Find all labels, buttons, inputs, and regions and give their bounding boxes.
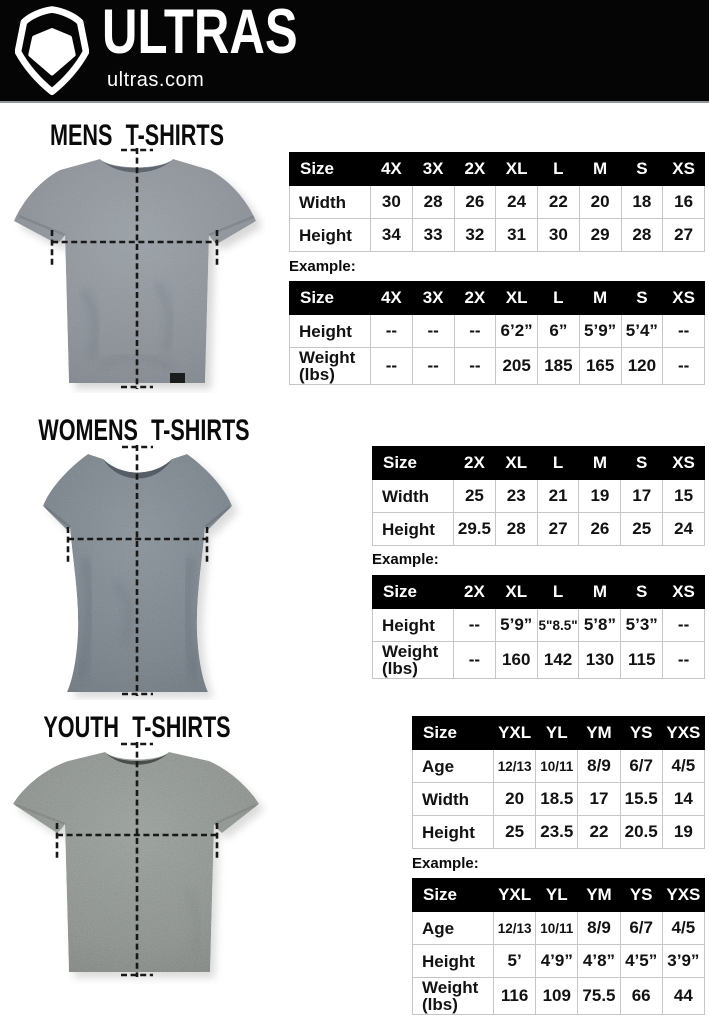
- table-cell: 4/5: [662, 750, 704, 783]
- size-column-header: S: [621, 447, 663, 480]
- table-cell: 5’3”: [621, 609, 663, 642]
- table-cell: 44: [662, 978, 704, 1015]
- table-row: [290, 315, 705, 348]
- table-cell: 10/11: [536, 750, 578, 783]
- row-label: Width: [413, 783, 494, 816]
- table-row: [373, 513, 705, 546]
- table-cell: 28: [495, 513, 537, 546]
- table-cell: 29.5: [454, 513, 496, 546]
- size-header-row: [413, 717, 705, 750]
- mens-example-label: Example:: [289, 258, 356, 275]
- table-cell: 25: [494, 816, 536, 849]
- size-column-header: YXS: [662, 717, 704, 750]
- table-cell: 28: [621, 219, 663, 252]
- row-label: Height: [413, 945, 494, 978]
- table-cell: 19: [579, 480, 621, 513]
- table-cell: 4/5: [662, 912, 704, 945]
- table-cell: 4’9”: [536, 945, 578, 978]
- size-column-header: YM: [578, 717, 620, 750]
- table-cell: 130: [579, 642, 621, 679]
- section-title-mens: MENS T-SHIRTS: [49, 119, 225, 152]
- table-cell: 6/7: [620, 750, 662, 783]
- table-cell: 6’2”: [496, 315, 538, 348]
- size-column-header: XL: [496, 282, 538, 315]
- size-column-header: 2X: [454, 282, 496, 315]
- table-cell: 4’8”: [578, 945, 620, 978]
- size-column-header: 2X: [454, 153, 496, 186]
- table-cell: 17: [578, 783, 620, 816]
- table-cell: 5’9”: [495, 609, 537, 642]
- table-cell: 22: [578, 816, 620, 849]
- table-cell: 27: [663, 219, 705, 252]
- brand-name: ULTRAS: [102, 0, 298, 67]
- size-column-header: S: [621, 576, 663, 609]
- size-corner-header: Size: [290, 282, 371, 315]
- size-column-header: YM: [578, 879, 620, 912]
- table-cell: 20: [579, 186, 621, 219]
- size-column-header: L: [538, 282, 580, 315]
- table-row: [373, 642, 705, 679]
- section-title-youth: YOUTH T-SHIRTS: [43, 711, 231, 744]
- size-corner-header: Size: [373, 447, 454, 480]
- row-label: Age: [413, 750, 494, 783]
- size-column-header: M: [579, 153, 621, 186]
- size-column-header: 3X: [412, 282, 454, 315]
- womens-tshirt-photo: [25, 443, 250, 700]
- table-cell: --: [454, 642, 496, 679]
- table-cell: 17: [621, 480, 663, 513]
- table-cell: --: [371, 315, 413, 348]
- table-cell: 33: [412, 219, 454, 252]
- size-column-header: YS: [620, 717, 662, 750]
- size-header-row: [290, 153, 705, 186]
- size-column-header: 2X: [454, 576, 496, 609]
- mens-size-table: [289, 152, 705, 252]
- table-cell: 160: [495, 642, 537, 679]
- youth-example-label: Example:: [412, 855, 479, 872]
- table-cell: 6/7: [620, 912, 662, 945]
- table-cell: 15: [663, 480, 705, 513]
- row-label: Width: [373, 480, 454, 513]
- size-column-header: YXL: [494, 879, 536, 912]
- table-cell: 32: [454, 219, 496, 252]
- table-cell: 30: [538, 219, 580, 252]
- size-column-header: XS: [663, 447, 705, 480]
- size-column-header: YL: [536, 879, 578, 912]
- table-cell: 142: [537, 642, 579, 679]
- size-column-header: S: [621, 153, 663, 186]
- table-cell: 26: [454, 186, 496, 219]
- size-column-header: YL: [536, 717, 578, 750]
- table-cell: 5’: [494, 945, 536, 978]
- size-column-header: L: [537, 447, 579, 480]
- section-title-womens: WOMENS T-SHIRTS: [38, 414, 250, 447]
- size-column-header: L: [538, 153, 580, 186]
- size-corner-header: Size: [413, 879, 494, 912]
- size-column-header: YXL: [494, 717, 536, 750]
- table-cell: 4’5”: [620, 945, 662, 978]
- table-row: [290, 186, 705, 219]
- size-column-header: 3X: [412, 153, 454, 186]
- table-cell: 20: [494, 783, 536, 816]
- table-cell: --: [412, 315, 454, 348]
- table-cell: 205: [496, 348, 538, 385]
- row-label: Age: [413, 912, 494, 945]
- row-label: Weight (lbs): [373, 642, 454, 679]
- row-label: Weight (lbs): [413, 978, 494, 1015]
- row-label: Height: [373, 513, 454, 546]
- table-cell: 18: [621, 186, 663, 219]
- table-cell: 75.5: [578, 978, 620, 1015]
- table-cell: 8/9: [578, 912, 620, 945]
- table-cell: --: [371, 348, 413, 385]
- table-cell: 24: [663, 513, 705, 546]
- table-cell: 10/11: [536, 912, 578, 945]
- table-cell: 18.5: [536, 783, 578, 816]
- table-row: [413, 912, 705, 945]
- mens-tshirt-photo: [5, 146, 265, 393]
- table-row: [413, 783, 705, 816]
- row-label: Weight (lbs): [290, 348, 371, 385]
- table-cell: 165: [579, 348, 621, 385]
- table-row: [413, 750, 705, 783]
- table-cell: 5’4”: [621, 315, 663, 348]
- table-cell: 28: [412, 186, 454, 219]
- table-row: [413, 816, 705, 849]
- table-cell: --: [454, 315, 496, 348]
- size-corner-header: Size: [413, 717, 494, 750]
- brand-site-url: ultras.com: [107, 69, 205, 91]
- table-cell: 5’9”: [579, 315, 621, 348]
- table-cell: 6”: [538, 315, 580, 348]
- size-column-header: M: [579, 282, 621, 315]
- table-row: [413, 978, 705, 1015]
- table-cell: 26: [579, 513, 621, 546]
- table-row: [290, 348, 705, 385]
- size-column-header: XS: [663, 576, 705, 609]
- size-column-header: XS: [663, 153, 705, 186]
- mens-shirt-body: [5, 146, 265, 393]
- row-label: Height: [413, 816, 494, 849]
- table-cell: 30: [371, 186, 413, 219]
- table-cell: 8/9: [578, 750, 620, 783]
- table-cell: 66: [620, 978, 662, 1015]
- table-cell: 25: [454, 480, 496, 513]
- size-column-header: S: [621, 282, 663, 315]
- table-cell: --: [663, 642, 705, 679]
- table-cell: 25: [621, 513, 663, 546]
- hem-tag: [170, 373, 185, 383]
- ultras-pentagon-logo-icon: [15, 5, 89, 97]
- youth-tshirt-photo: [2, 739, 270, 985]
- table-cell: 116: [494, 978, 536, 1015]
- table-cell: 23: [495, 480, 537, 513]
- size-corner-header: Size: [290, 153, 371, 186]
- table-cell: 5’8”: [579, 609, 621, 642]
- table-cell: --: [412, 348, 454, 385]
- table-cell: 29: [579, 219, 621, 252]
- size-column-header: XL: [495, 447, 537, 480]
- table-cell: 23.5: [536, 816, 578, 849]
- table-cell: 120: [621, 348, 663, 385]
- table-cell: --: [663, 315, 705, 348]
- table-cell: --: [454, 348, 496, 385]
- youth-example-table: [412, 878, 705, 1015]
- table-cell: 20.5: [620, 816, 662, 849]
- table-row: [413, 945, 705, 978]
- table-cell: 185: [538, 348, 580, 385]
- table-row: [373, 609, 705, 642]
- youth-size-table: [412, 716, 705, 849]
- size-column-header: L: [537, 576, 579, 609]
- table-cell: 109: [536, 978, 578, 1015]
- table-cell: 19: [662, 816, 704, 849]
- table-cell: 27: [537, 513, 579, 546]
- size-header-row: [373, 447, 705, 480]
- table-cell: 14: [662, 783, 704, 816]
- table-cell: --: [454, 609, 496, 642]
- table-cell: 16: [663, 186, 705, 219]
- table-cell: 24: [496, 186, 538, 219]
- mens-example-table: [289, 281, 705, 385]
- size-column-header: YXS: [662, 879, 704, 912]
- table-cell: --: [663, 609, 705, 642]
- size-column-header: XL: [495, 576, 537, 609]
- size-column-header: 4X: [371, 282, 413, 315]
- size-column-header: M: [579, 576, 621, 609]
- row-label: Height: [290, 219, 371, 252]
- size-header-row: [290, 282, 705, 315]
- table-cell: 31: [496, 219, 538, 252]
- size-header-row: [413, 879, 705, 912]
- table-cell: 12/13: [494, 750, 536, 783]
- table-cell: 34: [371, 219, 413, 252]
- table-row: [290, 219, 705, 252]
- womens-example-label: Example:: [372, 551, 439, 568]
- table-cell: 22: [538, 186, 580, 219]
- table-cell: 5"8.5": [537, 609, 579, 642]
- size-header-row: [373, 576, 705, 609]
- size-column-header: M: [579, 447, 621, 480]
- table-cell: 12/13: [494, 912, 536, 945]
- womens-size-table: [372, 446, 705, 546]
- table-cell: 21: [537, 480, 579, 513]
- size-column-header: 4X: [371, 153, 413, 186]
- table-cell: --: [663, 348, 705, 385]
- table-cell: 3’9”: [662, 945, 704, 978]
- row-label: Height: [373, 609, 454, 642]
- row-label: Height: [290, 315, 371, 348]
- table-row: [373, 480, 705, 513]
- size-column-header: 2X: [454, 447, 496, 480]
- row-label: Width: [290, 186, 371, 219]
- womens-example-table: [372, 575, 705, 679]
- size-corner-header: Size: [373, 576, 454, 609]
- size-column-header: YS: [620, 879, 662, 912]
- size-column-header: XL: [496, 153, 538, 186]
- table-cell: 15.5: [620, 783, 662, 816]
- size-column-header: XS: [663, 282, 705, 315]
- header-bar: [0, 0, 709, 103]
- table-cell: 115: [621, 642, 663, 679]
